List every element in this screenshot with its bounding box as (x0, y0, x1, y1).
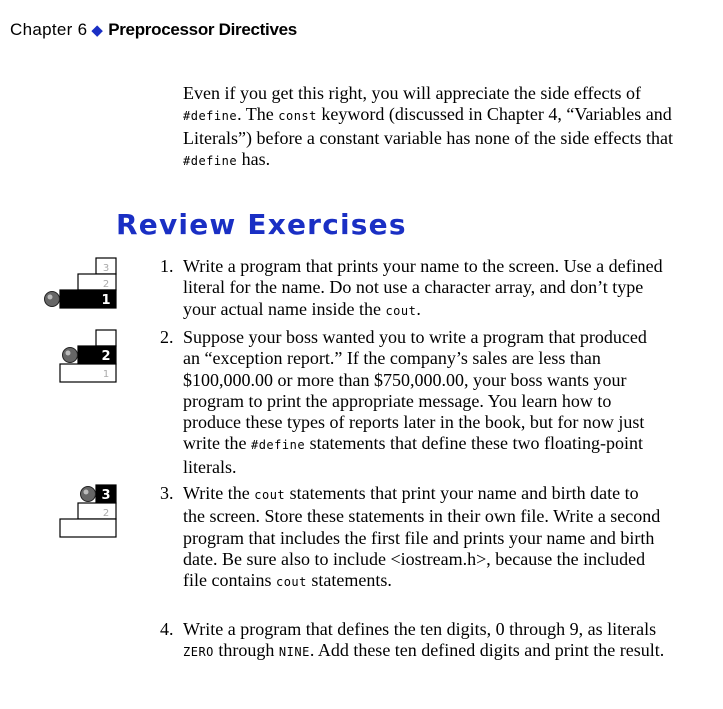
exercise-2-code-define: #define (250, 438, 306, 453)
exercise-4-text-3: . Add these ten defined digits and print the result. (309, 640, 665, 661)
intro-code-define-2: #define (183, 153, 238, 168)
exercise-number: 2. (160, 327, 174, 347)
running-header (10, 20, 297, 40)
intro-text-3: keyword (discussed in Chapter 4, “Variables and Literals”) before a constant variable has none of the side effects that (183, 104, 673, 148)
exercise-3-code-cout-2: cout (275, 575, 307, 590)
exercise-text (183, 327, 665, 478)
svg-text:1: 1 (102, 369, 110, 380)
svg-text:2: 2 (102, 279, 110, 290)
exercise-3-text-3: statements. (306, 570, 392, 591)
exercise-4-text-1: Write a program that defines the ten digits, 0 through 9, as literals (183, 619, 657, 639)
exercise-number: 4. (160, 619, 174, 639)
exercise-3-text-2: statements that print your name and birth date to the screen. Store these statements in their own file. Write a second program that includes the first file and prints your name and birth date. Be sure also to include <iostream.h>, because the included file contains (183, 483, 661, 591)
exercise-3-code-cout: cout (254, 488, 286, 502)
exercise-2 (160, 327, 665, 478)
intro-paragraph (183, 83, 673, 172)
intro-text-1: Even if you get this right, you will appreciate the side effects of (183, 83, 642, 103)
svg-text:3: 3 (102, 263, 110, 274)
chapter-label: Chapter 6 (10, 20, 88, 39)
exercise-4-code-zero: ZERO (183, 645, 214, 660)
exercise-1-text-1: Write a program that prints your name to the screen. Use a defined literal for the name. Do not use a character array, and don’t type your actual name inside the (183, 256, 663, 319)
section-heading: Review Exercises (116, 208, 407, 241)
exercise-number: 1. (160, 256, 174, 276)
exercise-3-text-1: Write the (183, 483, 255, 503)
level-1-number: 1 (101, 293, 111, 308)
level-3-number: 3 (101, 488, 111, 503)
intro-text-2: . The (237, 104, 279, 125)
difficulty-level-1-icon (40, 252, 122, 314)
exercise-4 (160, 619, 665, 664)
exercise-2-text-1: Suppose your boss wanted you to write a program that produced an “exception report.” If the company’s sales are less than $100,000.00 or more than $750,000.00, your boss wants your program to print the appropriate message. You learn how to produce these types of reports later in the book, but for now just write the (183, 327, 647, 454)
exercise-number: 3. (160, 483, 174, 503)
exercise-text (183, 619, 665, 664)
exercise-2-text-2: statements that define these two floating-point literals. (183, 433, 643, 477)
exercise-text (183, 256, 665, 322)
exercise-3 (160, 483, 665, 593)
level-2-number: 2 (101, 349, 111, 364)
intro-text-4: has. (237, 148, 271, 169)
exercise-1-code-cout: cout (385, 303, 417, 318)
svg-text:2: 2 (102, 508, 110, 519)
exercise-1 (160, 256, 665, 322)
exercise-4-text-2: through (213, 640, 279, 661)
intro-code-const: const (278, 109, 317, 124)
difficulty-level-3-icon (58, 483, 120, 541)
diamond-icon: ◆ (91, 22, 104, 39)
intro-code-define: #define (183, 109, 238, 124)
exercise-text (183, 483, 665, 593)
exercise-4-code-nine: NINE (278, 645, 310, 660)
section-title: Preprocessor Directives (108, 20, 297, 39)
exercise-1-text-2: . (416, 298, 421, 319)
difficulty-level-2-icon (58, 328, 120, 386)
